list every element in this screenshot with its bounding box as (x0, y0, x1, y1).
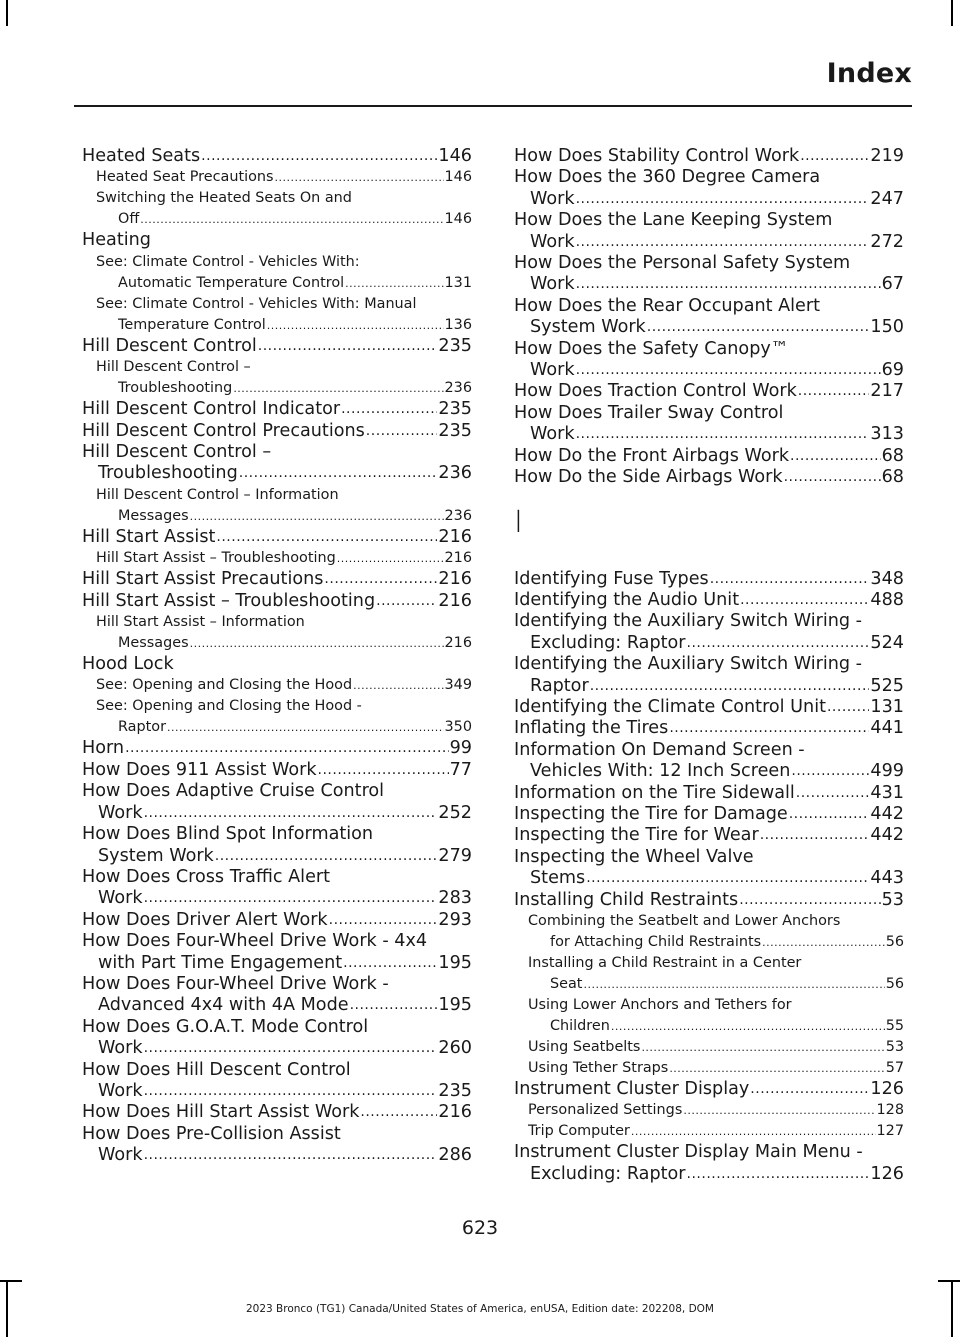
entry-text: How Does the Lane Keeping System (514, 210, 833, 231)
section-letter-heading: I (514, 504, 523, 540)
leader-dots (800, 146, 869, 167)
leader-dots (798, 381, 870, 402)
leader-dots (360, 1102, 437, 1123)
index-subentry (514, 1121, 904, 1142)
page-reference[interactable]: 431 (870, 782, 904, 803)
leader-dots (376, 591, 437, 612)
leader-dots (586, 868, 869, 889)
index-entry (82, 867, 472, 910)
leader-dots (669, 1058, 884, 1079)
entry-text: Work (98, 1145, 143, 1166)
page-reference[interactable]: 68 (881, 445, 904, 466)
index-subentry (514, 1058, 904, 1079)
page-reference[interactable]: 128 (876, 1102, 904, 1119)
entry-text: Work (98, 1038, 143, 1059)
leader-dots (669, 718, 869, 739)
page-reference[interactable]: 525 (870, 675, 904, 696)
crop-mark-bottom-left-horizontal (0, 1280, 22, 1282)
page-reference[interactable]: 236 (444, 507, 472, 524)
page-reference[interactable]: 127 (876, 1123, 904, 1140)
entry-text: Personalized Settings (528, 1102, 683, 1119)
index-entry (82, 738, 472, 759)
index-entry (82, 1124, 472, 1167)
leader-dots (275, 167, 444, 188)
entry-text: How Does 911 Assist Work (82, 759, 317, 780)
page-reference[interactable]: 442 (870, 825, 904, 846)
page-reference[interactable]: 283 (438, 888, 472, 909)
leader-dots (190, 633, 444, 654)
leader-dots (576, 424, 870, 445)
entry-text: Inflating the Tires (514, 718, 669, 739)
page-reference[interactable]: 69 (881, 360, 904, 381)
entry-text: Horn (82, 738, 125, 759)
page-reference[interactable]: 252 (438, 802, 472, 823)
index-subentry (514, 953, 904, 995)
leader-dots (576, 232, 870, 253)
page-reference[interactable]: 195 (438, 995, 472, 1016)
leader-dots (233, 378, 443, 399)
entry-text: Automatic Temperature Control (118, 274, 345, 291)
leader-dots (353, 675, 443, 696)
entry-text: for Attaching Child Restraints (550, 934, 762, 950)
entry-text: Identifying the Climate Control Unit (514, 696, 826, 717)
page-reference[interactable]: 99 (449, 738, 472, 759)
leader-dots (329, 910, 438, 931)
index-entry (514, 1142, 904, 1185)
leader-dots (350, 995, 438, 1016)
page-reference[interactable]: 348 (870, 568, 904, 589)
entry-text: Work (530, 360, 575, 381)
leader-dots (687, 1164, 870, 1185)
index-entry (82, 931, 472, 974)
index-subentry (514, 1100, 904, 1121)
right-index-column (514, 146, 904, 1185)
entry-text: How Do the Front Airbags Work (514, 445, 790, 466)
entry-text: See: Opening and Closing the Hood (96, 677, 353, 694)
entry-text: How Do the Side Airbags Work (514, 467, 783, 488)
leader-dots (790, 446, 881, 467)
index-entry (82, 399, 472, 420)
entry-text: Work (98, 1080, 143, 1101)
page-reference[interactable]: 349 (444, 677, 472, 694)
entry-text: Combining the Seatbelt and Lower Anchors (528, 913, 841, 929)
entry-text: Temperature Control (118, 316, 266, 333)
leader-dots (710, 569, 870, 590)
index-subentry (82, 357, 472, 399)
leader-dots (144, 1038, 438, 1059)
index-entry (514, 381, 904, 402)
entry-text: Identifying the Auxiliary Switch Wiring - (514, 654, 863, 675)
leader-dots (762, 932, 885, 953)
page-reference[interactable]: 524 (870, 632, 904, 653)
entry-text: Using Tether Straps (528, 1060, 669, 1076)
leader-dots (647, 317, 870, 338)
entry-text: How Does the Personal Safety System (514, 253, 851, 274)
index-entry (82, 591, 472, 612)
entry-text: System Work (530, 317, 646, 338)
leader-dots (796, 783, 870, 804)
index-subentry (514, 911, 904, 953)
leader-dots (590, 676, 870, 697)
entry-text: Hill Descent Control (82, 335, 257, 356)
entry-text: Vehicles With: 12 Inch Screen (530, 761, 791, 782)
entry-text: How Does Hill Descent Control (82, 1059, 351, 1080)
leader-dots (125, 738, 449, 759)
page-title: Index (826, 58, 912, 89)
page-reference[interactable]: 150 (870, 317, 904, 338)
page-reference[interactable]: 235 (438, 1080, 472, 1101)
index-entry (514, 1079, 904, 1100)
entry-text: How Does Pre-Collision Assist (82, 1123, 341, 1144)
index-entry (82, 760, 472, 781)
entry-text: How Does the 360 Degree Camera (514, 167, 821, 188)
index-entry (82, 146, 472, 167)
leader-dots (341, 399, 437, 420)
leader-dots (318, 760, 449, 781)
index-entry (82, 1102, 472, 1123)
page-reference[interactable]: 53 (885, 1039, 904, 1055)
right-column-h-entries (514, 146, 904, 489)
index-subentry (82, 612, 472, 654)
leader-dots (827, 697, 869, 718)
entry-text: Children (550, 1018, 610, 1034)
index-subentry (82, 188, 472, 230)
index-subentry (82, 696, 472, 738)
entry-text: How Does Blind Spot Information (82, 824, 374, 845)
index-entry (514, 296, 904, 339)
entry-text: Switching the Heated Seats On and (96, 190, 352, 207)
leader-dots (144, 803, 438, 824)
entry-text: Installing a Child Restraint in a Center (528, 955, 802, 971)
title-divider (74, 105, 912, 107)
leader-dots (343, 953, 437, 974)
leader-dots (683, 1100, 875, 1121)
leader-dots (239, 463, 438, 484)
index-entry (514, 697, 904, 718)
leader-dots (140, 209, 443, 230)
entry-text: Work (98, 888, 143, 909)
entry-text: Inspecting the Wheel Valve (514, 846, 754, 867)
index-entry (514, 783, 904, 804)
leader-dots (631, 1121, 876, 1142)
leader-dots (144, 888, 438, 909)
entry-text: Messages (118, 635, 189, 652)
entry-text: See: Climate Control - Vehicles With: (96, 253, 360, 270)
entry-text: Identifying Fuse Types (514, 568, 709, 589)
entry-text: Hill Start Assist (82, 526, 216, 547)
leader-dots (789, 804, 870, 825)
index-entry (514, 890, 904, 911)
leader-dots (611, 1016, 885, 1037)
index-subentry (82, 167, 472, 188)
entry-text: Information On Demand Screen - (514, 739, 805, 760)
index-entry (514, 654, 904, 697)
page-reference[interactable]: 313 (870, 424, 904, 445)
page-reference[interactable]: 286 (438, 1145, 472, 1166)
leader-dots (144, 1145, 438, 1166)
entry-text: Seat (550, 976, 583, 992)
entry-text: Identifying the Auxiliary Switch Wiring - (514, 611, 863, 632)
leader-dots (687, 633, 870, 654)
leader-dots (337, 548, 444, 569)
entry-text: How Does G.O.A.T. Mode Control (82, 1016, 369, 1037)
index-entry (82, 527, 472, 548)
entry-text: Inspecting the Tire for Wear (514, 825, 759, 846)
index-subentry (514, 1037, 904, 1058)
entry-text: Inspecting the Tire for Damage (514, 803, 788, 824)
index-entry (82, 974, 472, 1017)
entry-text: How Does Four-Wheel Drive Work - (82, 973, 389, 994)
leader-dots (267, 315, 444, 336)
page-reference[interactable]: 235 (438, 420, 472, 441)
index-entry (82, 569, 472, 590)
index-subentry (514, 995, 904, 1037)
entry-text: Information on the Tire Sidewall (514, 782, 795, 803)
entry-text: How Does Driver Alert Work (82, 909, 328, 930)
leader-dots (366, 421, 438, 442)
page-reference[interactable]: 260 (438, 1038, 472, 1059)
entry-text: Raptor (530, 675, 589, 696)
entry-text: How Does Adaptive Cruise Control (82, 781, 385, 802)
entry-text: See: Opening and Closing the Hood - (96, 698, 362, 715)
index-entry (514, 718, 904, 739)
entry-text: How Does Four-Wheel Drive Work - 4x4 (82, 931, 428, 952)
leader-dots (576, 274, 881, 295)
entry-text: Hill Start Assist – Information (96, 614, 305, 631)
index-entry (82, 421, 472, 442)
entry-text: Hill Start Assist – Troubleshooting (82, 590, 376, 611)
entry-text: Heating (82, 230, 151, 251)
entry-text: Installing Child Restraints (514, 889, 739, 910)
entry-text: How Does Trailer Sway Control (514, 402, 784, 423)
index-subentry (82, 485, 472, 527)
index-entry (514, 804, 904, 825)
entry-text: Hill Start Assist Precautions (82, 569, 324, 590)
entry-text: Stems (530, 868, 586, 889)
entry-text: System Work (98, 845, 214, 866)
index-entry (514, 403, 904, 446)
page-reference[interactable]: 68 (881, 467, 904, 488)
page-reference[interactable]: 67 (881, 274, 904, 295)
index-entry (514, 467, 904, 488)
entry-text: Hood Lock (82, 654, 174, 675)
leader-dots (324, 569, 437, 590)
leader-dots (144, 1081, 438, 1102)
entry-text: Messages (118, 507, 189, 524)
page-reference[interactable]: 272 (870, 231, 904, 252)
index-entry (514, 825, 904, 846)
leader-dots (641, 1037, 884, 1058)
right-column-i-entries (514, 569, 904, 1186)
entry-text: Raptor (118, 719, 166, 736)
index-entry (514, 590, 904, 611)
leader-dots (190, 506, 444, 527)
entry-text: Work (98, 802, 143, 823)
page-reference[interactable]: 56 (885, 976, 904, 992)
entry-text: Hill Descent Control – Information (96, 486, 339, 503)
page-reference[interactable]: 443 (870, 868, 904, 889)
entry-text: Heated Seat Precautions (96, 169, 274, 186)
page-reference[interactable]: 350 (444, 719, 472, 736)
leader-dots (739, 890, 880, 911)
entry-text: Using Seatbelts (528, 1039, 641, 1055)
entry-text: Instrument Cluster Display Main Menu - (514, 1142, 863, 1163)
entry-text: Excluding: Raptor (530, 632, 686, 653)
page-reference[interactable]: 55 (885, 1018, 904, 1034)
entry-text: Work (530, 424, 575, 445)
leader-dots (784, 467, 881, 488)
page-reference[interactable]: 131 (870, 696, 904, 717)
page-reference[interactable]: 146 (444, 169, 472, 186)
entry-text: Heated Seats (82, 146, 201, 166)
page-reference[interactable]: 235 (438, 335, 472, 356)
entry-text: How Does the Rear Occupant Alert (514, 295, 821, 316)
entry-text: How Does Traction Control Work (514, 381, 797, 402)
crop-mark-top-left-vertical (6, 0, 8, 26)
leader-dots (583, 974, 884, 995)
entry-text: Work (530, 188, 575, 209)
index-entry (514, 740, 904, 783)
entry-text: Using Lower Anchors and Tethers for (528, 997, 792, 1013)
entry-text: Hill Start Assist – Troubleshooting (96, 550, 336, 567)
page-reference[interactable]: 216 (444, 635, 472, 652)
page-reference[interactable]: 216 (444, 550, 472, 567)
page-reference[interactable]: 279 (438, 845, 472, 866)
page-reference[interactable]: 53 (881, 889, 904, 910)
index-entry (82, 1017, 472, 1060)
leader-dots (760, 825, 870, 846)
leader-dots (167, 717, 444, 738)
edition-footer: 2023 Bronco (TG1) Canada/United States of America, enUSA, Edition date: 202208, DOM (245, 1303, 714, 1315)
index-entry (82, 654, 472, 675)
entry-text: Hill Descent Control – (82, 442, 272, 463)
index-subentry (82, 252, 472, 294)
leader-dots (740, 590, 869, 611)
page-reference[interactable]: 57 (885, 1060, 904, 1076)
entry-text: How Does Hill Start Assist Work (82, 1102, 360, 1123)
entry-text: Troubleshooting (98, 463, 238, 484)
entry-text: Off (118, 211, 140, 228)
leader-dots (201, 146, 437, 167)
leader-dots (750, 1079, 869, 1100)
entry-text: Identifying the Audio Unit (514, 589, 740, 610)
page-reference[interactable]: 235 (438, 399, 472, 420)
page-reference[interactable]: 441 (870, 718, 904, 739)
page-reference[interactable]: 56 (885, 934, 904, 950)
page-reference[interactable]: 126 (870, 1079, 904, 1099)
index-entry (514, 253, 904, 296)
crop-mark-bottom-right-horizontal (938, 1280, 960, 1282)
page-reference[interactable]: 195 (438, 952, 472, 973)
index-entry (514, 569, 904, 590)
index-entry (514, 167, 904, 210)
entry-text: Troubleshooting (118, 380, 233, 397)
page-reference[interactable]: 216 (438, 526, 472, 547)
page-number: 623 (461, 1217, 499, 1239)
page-reference[interactable]: 442 (870, 803, 904, 824)
entry-text: with Part Time Engagement (98, 952, 343, 973)
left-index-column (82, 146, 472, 1167)
page-reference[interactable]: 146 (438, 146, 472, 166)
page-reference[interactable]: 219 (870, 146, 904, 166)
index-entry (82, 230, 472, 251)
page-reference[interactable]: 499 (870, 761, 904, 782)
index-entry (82, 910, 472, 931)
leader-dots (216, 527, 437, 548)
page-reference[interactable]: 216 (438, 590, 472, 611)
leader-dots (345, 273, 443, 294)
index-entry (514, 446, 904, 467)
page-reference[interactable]: 217 (870, 381, 904, 402)
index-subentry (82, 294, 472, 336)
index-entry (82, 442, 472, 485)
index-entry (514, 146, 904, 167)
entry-text: How Does Cross Traffic Alert (82, 866, 331, 887)
page-reference[interactable]: 488 (870, 589, 904, 610)
entry-text: See: Climate Control - Vehicles With: Manual (96, 295, 417, 312)
index-entry (514, 611, 904, 654)
entry-text: Hill Descent Control Indicator (82, 399, 341, 420)
entry-text: Hill Descent Control Precautions (82, 420, 365, 441)
leader-dots (258, 336, 438, 357)
entry-text: How Does Stability Control Work (514, 146, 800, 166)
leader-dots (576, 189, 870, 210)
page-reference[interactable]: 131 (444, 274, 472, 291)
page-reference[interactable]: 216 (438, 569, 472, 590)
page-reference[interactable]: 146 (444, 211, 472, 228)
entry-text: Work (530, 274, 575, 295)
page-reference[interactable]: 293 (438, 909, 472, 930)
page-reference[interactable]: 236 (444, 380, 472, 397)
index-entry (514, 210, 904, 253)
entry-text: Instrument Cluster Display (514, 1079, 750, 1099)
page-reference[interactable]: 136 (444, 316, 472, 333)
leader-dots (576, 360, 881, 381)
entry-text: Work (530, 231, 575, 252)
page-reference[interactable]: 216 (438, 1102, 472, 1123)
index-entry (82, 781, 472, 824)
leader-dots (215, 846, 438, 867)
entry-text: Advanced 4x4 with 4A Mode (98, 995, 349, 1016)
index-subentry (82, 675, 472, 696)
page-reference[interactable]: 247 (870, 188, 904, 209)
entry-text: How Does the Safety Canopy™ (514, 338, 789, 359)
leader-dots (791, 761, 869, 782)
entry-text: Hill Descent Control – (96, 359, 251, 376)
page-reference[interactable]: 77 (449, 759, 472, 780)
page-reference[interactable]: 236 (438, 463, 472, 484)
index-subentry (82, 548, 472, 569)
index-entry (82, 824, 472, 867)
page-reference[interactable]: 126 (870, 1163, 904, 1184)
entry-text: Trip Computer (528, 1123, 630, 1140)
crop-mark-top-right-vertical (951, 0, 953, 26)
index-entry (514, 847, 904, 890)
index-entry (82, 336, 472, 357)
entry-text: Excluding: Raptor (530, 1163, 686, 1184)
index-entry (514, 339, 904, 382)
index-entry (82, 1060, 472, 1103)
